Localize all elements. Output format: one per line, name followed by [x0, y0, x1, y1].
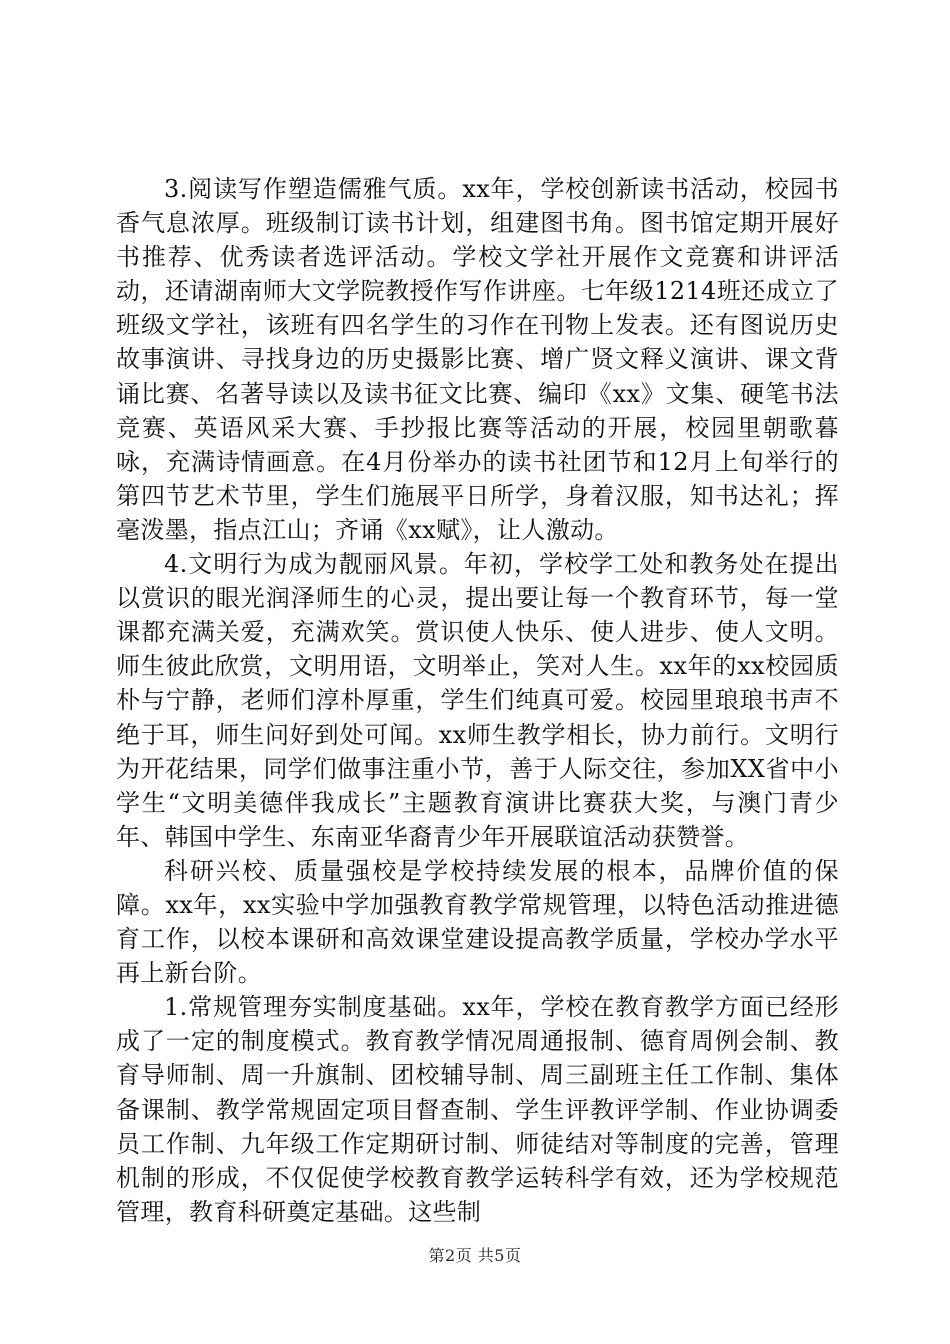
- paragraph-routine-management: 1.常规管理夯实制度基础。xx年，学校在教育教学方面已经形成了一定的制度模式。教育教学情况周通报制、德育周例会制、教育导师制、周一升旗制、团校辅导制、周三副班主任工作制、集体备课制、教学常规固定项目督查制、学生评教评学制、作业协调委员工作制、九年级工作定期研讨制、师徒结对等制度的完善，管理机制的形成，不仅促使学校教育教学运转科学有效，还为学校规范管理，教育科研奠定基础。这些制: [116, 993, 839, 1226]
- page-number-footer: 第2页 共5页: [428, 1246, 522, 1265]
- paragraph-reading-writing: 3.阅读写作塑造儒雅气质。xx年，学校创新读书活动，校园书香气息浓厚。班级制订读书计划，组建图书角。图书馆定期开展好书推荐、优秀读者选评活动。学校文学社开展作文竞赛和讲评活动，还请湖南师大文学院教授作写作讲座。七年级1214班还成立了班级文学社，该班有四名学生的习作在刊物上发表。还有图说历史故事演讲、寻找身边的历史摄影比赛、增广贤文释义演讲、课文背诵比赛、名著导读以及读书征文比赛、编印《xx》文集、硬笔书法竞赛、英语风采大赛、手抄报比赛等活动的开展，校园里朝歌暮咏，充满诗情画意。在4月份举办的读书社团节和12月上旬举行的第四节艺术节里，学生们施展平日所学，身着汉服，知书达礼；挥毫泼墨，指点江山；齐诵《xx赋》，让人激动。: [116, 175, 839, 544]
- paragraph-research-quality: 科研兴校、质量强校是学校持续发展的根本，品牌价值的保障。xx年，xx实验中学加强教育教学常规管理，以特色活动推进德育工作，以校本课研和高效课堂建设提高教学质量，学校办学水平再上新台阶。: [116, 856, 839, 988]
- paragraph-civilized-behavior: 4.文明行为成为靓丽风景。年初，学校学工处和教务处在提出以赏识的眼光润泽师生的心灵，提出要让每一个教育环节，每一堂课都充满关爱，充满欢笑。赏识使人快乐、使人进步、使人文明。师生彼此欣赏，文明用语，文明举止，笑对人生。xx年的xx校园质朴与宁静，老师们淳朴厚重，学生们纯真可爱。校园里琅琅书声不绝于耳，师生问好到处可闻。xx师生教学相长，协力前行。文明行为开花结果，同学们做事注重小节，善于人际交往，参加XX省中小学生“文明美德伴我成长”主题教育演讲比赛获大奖，与澳门青少年、韩国中学生、东南亚华裔青少年开展联谊活动获赞誉。: [116, 550, 839, 851]
- document-body: [116, 172, 839, 1229]
